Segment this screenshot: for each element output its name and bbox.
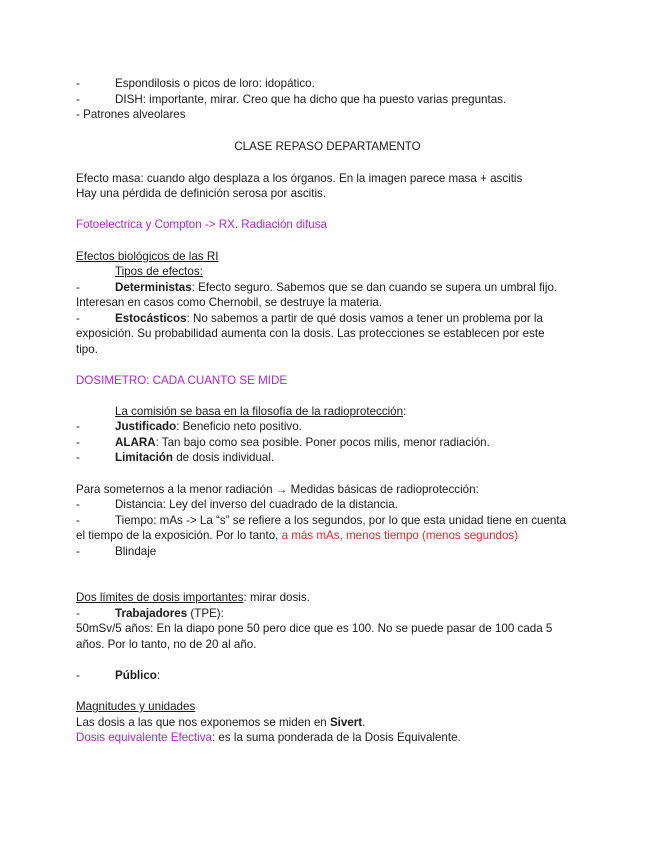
- paragraph-line: tipo.: [76, 343, 98, 356]
- paragraph-line: años. Por lo tanto, no de 20 al año.: [76, 638, 257, 651]
- term-label: Justificado: [115, 420, 177, 433]
- bullet: -: [76, 498, 80, 511]
- term-label: ALARA: [115, 436, 156, 449]
- subheading: La comisión se basa en la filosofía de la radioprotección:: [115, 405, 407, 418]
- subheading: Tipos de efectos:: [115, 265, 203, 278]
- highlight-text: Dosis equivalente Efectiva: [76, 731, 212, 744]
- paragraph-line: exposición. Su probabilidad aumenta con la dosis. Las protecciones se establecen por este: [76, 327, 545, 340]
- bullet: -: [76, 93, 80, 106]
- list-item-text: Blindaje: [115, 545, 157, 558]
- highlight-note: DOSIMETRO: CADA CUANTO SE MIDE: [76, 374, 288, 387]
- term-label: Deterministas: [115, 281, 192, 294]
- paragraph-line: Hay una pérdida de definición serosa por ascitis.: [76, 187, 327, 200]
- bullet: -: [76, 607, 80, 620]
- term-text: : Tan bajo como sea posible. Poner pocos milis, menor radiación.: [155, 436, 490, 449]
- term-text: (TPE):: [187, 607, 224, 620]
- term-text: Efecto seguro. Sabemos que se dan cuando se supera un umbral fijo.: [194, 281, 558, 294]
- page-title: CLASE REPASO DEPARTAMENTO: [234, 140, 421, 153]
- section-heading: Dos límites de dosis importantes: mirar dosis.: [76, 591, 310, 604]
- paragraph-line: el tiempo de la exposición. Por lo tanto, a más mAs, menos tiempo (menos segundos): [76, 529, 519, 542]
- term-label: Público: [115, 669, 157, 682]
- bullet: -: [76, 77, 80, 90]
- bullet: -: [76, 420, 80, 433]
- bullet: -: [76, 436, 80, 449]
- term-text: : Beneficio neto positivo.: [176, 420, 302, 433]
- paragraph-line: Para someternos a la menor radiación → Medidas básicas de radioprotección:: [76, 483, 479, 496]
- term-colon: :: [191, 281, 195, 294]
- bullet: -: [76, 312, 80, 325]
- bullet: -: [76, 545, 80, 558]
- list-item-text: Tiempo: mAs -> La “s” se refiere a los segundos, por lo que esta unidad tiene en cuenta: [115, 514, 567, 527]
- paragraph-line: Las dosis a las que nos exponemos se miden en Sivert.: [76, 716, 366, 729]
- list-item-text: Distancia: Ley del inverso del cuadrado de la distancia.: [115, 498, 398, 511]
- term-label: Trabajadores: [115, 607, 188, 620]
- term-label: Sivert: [329, 716, 363, 729]
- paragraph-line: 50mSv/5 años: En la diapo pone 50 pero dice que es 100. No se puede pasar de 100 cada 5: [76, 622, 553, 635]
- term-text: de dosis individual.: [172, 451, 275, 464]
- section-heading: Magnitudes y unidades: [76, 700, 196, 713]
- highlight-text: a más mAs, menos tiempo (menos segundos): [281, 529, 519, 542]
- term-text: :: [156, 669, 161, 682]
- paragraph-line: Dosis equivalente Efectiva: es la suma ponderada de la Dosis Equivalente.: [76, 731, 461, 744]
- bullet: -: [76, 451, 80, 464]
- term-label: Limitación: [115, 451, 173, 464]
- highlight-note: Fotoelectrica y Compton -> RX. Radiación difusa: [76, 218, 327, 231]
- bullet: -: [76, 514, 80, 527]
- list-item: - Patrones alveolares: [76, 108, 186, 121]
- bullet: -: [76, 669, 80, 682]
- term-colon: :: [186, 312, 190, 325]
- section-heading: Efectos biológicos de las RI: [76, 250, 219, 263]
- paragraph-line: Efecto masa: cuando algo desplaza a los órganos. En la imagen parece masa + ascitis: [76, 172, 523, 185]
- term-text: No sabemos a partir de qué dosis vamos a tener un problema por la: [189, 312, 543, 325]
- paragraph-line: Interesan en casos como Chernobil, se destruye la materia.: [76, 296, 383, 309]
- bullet: -: [76, 281, 80, 294]
- list-item-text: Espondilosis o picos de loro: idopático.: [115, 77, 315, 90]
- term-label: Estocásticos: [115, 312, 187, 325]
- list-item-text: DISH: importante, mirar. Creo que ha dicho que ha puesto varias preguntas.: [115, 93, 507, 106]
